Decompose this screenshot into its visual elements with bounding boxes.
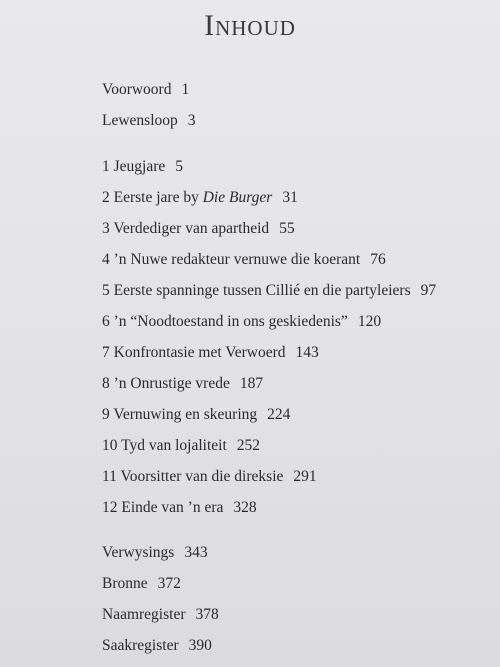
toc-entry-label: 3 Verdediger van apartheid bbox=[102, 220, 270, 237]
toc-entry-page: 55 bbox=[279, 220, 295, 237]
toc-entry-saakregister bbox=[102, 636, 212, 656]
toc-entry-verwysings bbox=[102, 543, 208, 563]
toc-entry-lewensloop bbox=[102, 111, 196, 131]
toc-entry-label: 5 Eerste spanninge tussen Cillié en die partyleiers bbox=[102, 282, 411, 299]
toc-entry-page: 76 bbox=[370, 251, 386, 268]
toc-entry-label: Saakregister bbox=[102, 637, 179, 654]
toc-entry-chapter-12 bbox=[102, 498, 257, 518]
toc-entry-page: 31 bbox=[282, 189, 298, 206]
toc-entry-label-italic: Die Burger bbox=[202, 189, 273, 206]
toc-entry-label: 6 ’n “Noodtoestand in ons geskiedenis” bbox=[102, 313, 348, 330]
title-text: Inhoud bbox=[204, 9, 296, 42]
toc-entry-page: 390 bbox=[188, 637, 212, 654]
toc-entry-label: 1 Jeugjare bbox=[102, 158, 166, 175]
toc-entry-label: 4 ’n Nuwe redakteur vernuwe die koerant bbox=[102, 251, 361, 268]
toc-entry-page: 1 bbox=[181, 81, 190, 98]
toc-entry-chapter-5 bbox=[102, 281, 436, 301]
toc-entry-chapter-8 bbox=[102, 374, 263, 394]
toc-entry-page: 120 bbox=[357, 313, 382, 330]
toc-entry-naamregister bbox=[102, 605, 219, 625]
toc-entry-page: 291 bbox=[293, 468, 317, 485]
toc-entry-label: Lewensloop bbox=[102, 112, 178, 129]
toc-entry-chapter-7 bbox=[102, 343, 319, 363]
toc-entry-page: 378 bbox=[195, 606, 219, 623]
toc-entry-label: Verwysings bbox=[102, 544, 175, 561]
toc-entry-page: 97 bbox=[420, 282, 437, 299]
toc-entry-page: 343 bbox=[184, 544, 208, 561]
toc-entry-bronne bbox=[102, 574, 181, 594]
toc-entry-label: 9 Vernuwing en skeuring bbox=[102, 406, 258, 423]
toc-entry-label: 7 Konfrontasie met Verwoerd bbox=[102, 344, 286, 361]
page-title bbox=[0, 4, 500, 50]
toc-entry-page: 224 bbox=[267, 406, 291, 423]
toc-entry-page: 252 bbox=[236, 437, 261, 454]
toc-entry-label: 11 Voorsitter van die direksie bbox=[102, 468, 284, 485]
toc-entry-label: 8 ’n Onrustige vrede bbox=[102, 375, 230, 392]
toc-entry-label: 10 Tyd van lojaliteit bbox=[102, 437, 227, 454]
toc-entry-page: 3 bbox=[187, 112, 196, 129]
toc-entry-label: 12 Einde van ’n era bbox=[102, 499, 224, 516]
toc-entry-label: Bronne bbox=[102, 575, 148, 592]
toc-entry-voorwoord bbox=[102, 80, 189, 100]
toc-entry-chapter-10 bbox=[102, 436, 260, 456]
toc-entry-page: 328 bbox=[233, 499, 257, 516]
toc-entry-label: Voorwoord bbox=[102, 81, 172, 98]
toc-entry-chapter-11 bbox=[102, 467, 317, 487]
toc-entry-chapter-4 bbox=[102, 250, 386, 270]
toc-entry-chapter-9 bbox=[102, 405, 290, 425]
toc-entry-chapter-3 bbox=[102, 219, 295, 239]
toc-entry-chapter-6 bbox=[102, 312, 381, 332]
toc-entry-page: 187 bbox=[239, 375, 264, 392]
toc-entry-chapter-2 bbox=[102, 188, 298, 208]
toc-entry-page: 372 bbox=[157, 575, 181, 592]
toc-entry-chapter-1 bbox=[102, 157, 183, 177]
toc-entry-label: Naamregister bbox=[102, 606, 186, 623]
toc-entry-label bbox=[102, 189, 272, 206]
toc-entry-page: 5 bbox=[175, 158, 184, 175]
toc-entry-page: 143 bbox=[295, 344, 319, 361]
toc-entry-label-text: 2 Eerste jare by bbox=[102, 189, 203, 206]
